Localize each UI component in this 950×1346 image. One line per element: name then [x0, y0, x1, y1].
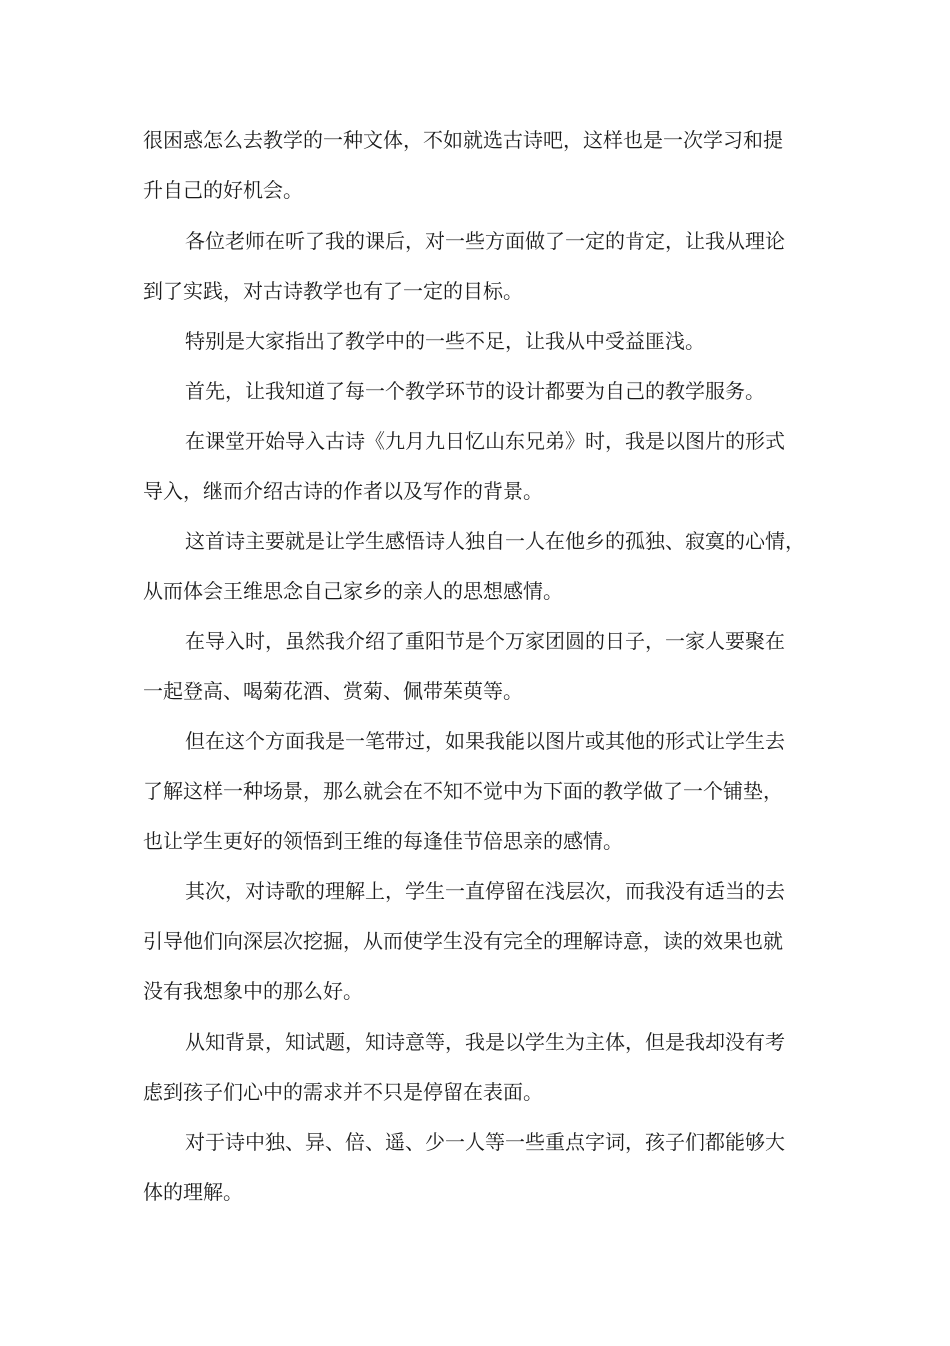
paragraph-first-line: 其次，对诗歌的理解上，学生一直停留在浅层次，而我没有适当的去 [185, 879, 785, 903]
text-line: 了解这样一种场景，那么就会在不知不觉中为下面的教学做了一个铺垫， [143, 779, 783, 803]
text-line: 没有我想象中的那么好。 [143, 979, 363, 1003]
text-line: 虑到孩子们心中的需求并不只是停留在表面。 [143, 1080, 543, 1104]
paragraph-first-line: 对于诗中独、异、倍、遥、少一人等一些重点字词，孩子们都能够大 [185, 1130, 785, 1154]
text-line: 到了实践，对古诗教学也有了一定的目标。 [143, 279, 523, 303]
text-line: 体的理解。 [143, 1180, 243, 1204]
text-line: 很困惑怎么去教学的一种文体，不如就选古诗吧，这样也是一次学习和提 [143, 128, 783, 152]
text-line: 引导他们向深层次挖掘，从而使学生没有完全的理解诗意，读的效果也就 [143, 929, 783, 953]
paragraph-first-line: 各位老师在听了我的课后，对一些方面做了一定的肯定，让我从理论 [185, 229, 785, 253]
paragraph-first-line: 首先，让我知道了每一个教学环节的设计都要为自己的教学服务。 [185, 379, 765, 403]
paragraph-first-line: 这首诗主要就是让学生感悟诗人独自一人在他乡的孤独、寂寞的心情， [185, 529, 805, 553]
text-line: 一起登高、喝菊花酒、赏菊、佩带茱萸等。 [143, 679, 523, 703]
text-line: 升自己的好机会。 [143, 178, 303, 202]
text-line: 从而体会王维思念自己家乡的亲人的思想感情。 [143, 579, 563, 603]
paragraph-first-line: 特别是大家指出了教学中的一些不足，让我从中受益匪浅。 [185, 329, 705, 353]
paragraph-first-line: 但在这个方面我是一笔带过，如果我能以图片或其他的形式让学生去 [185, 729, 785, 753]
text-line: 也让学生更好的领悟到王维的每逢佳节倍思亲的感情。 [143, 829, 623, 853]
text-line: 导入，继而介绍古诗的作者以及写作的背景。 [143, 479, 543, 503]
paragraph-first-line: 在导入时，虽然我介绍了重阳节是个万家团圆的日子，一家人要聚在 [185, 629, 785, 653]
paragraph-first-line: 从知背景，知试题，知诗意等，我是以学生为主体，但是我却没有考 [185, 1030, 785, 1054]
paragraph-first-line: 在课堂开始导入古诗《九月九日忆山东兄弟》时，我是以图片的形式 [185, 429, 785, 453]
